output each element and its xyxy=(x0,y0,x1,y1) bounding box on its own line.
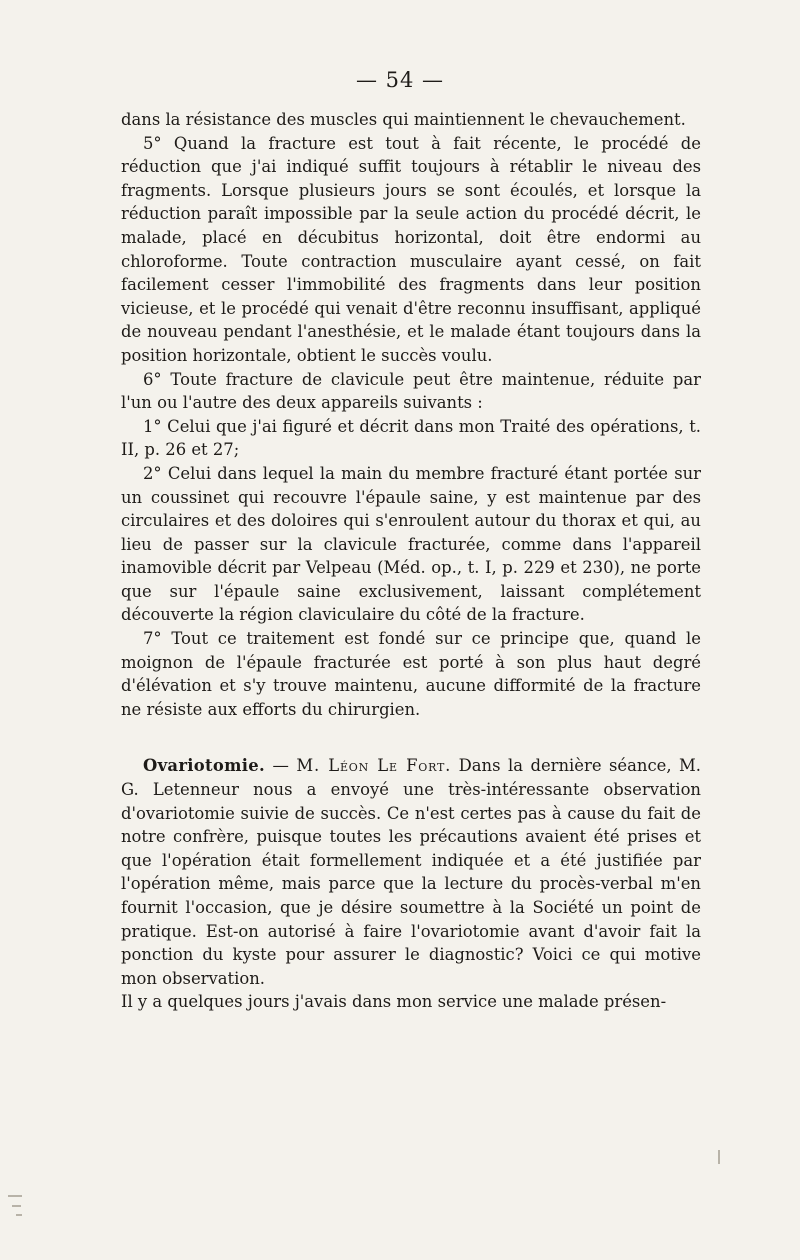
page-number: — 54 — xyxy=(355,68,445,92)
paper-speck xyxy=(16,1214,22,1216)
body-text xyxy=(121,108,701,1014)
paper-speck xyxy=(718,1150,720,1164)
ovariotomie-body: Dans la dernière séance, M. G. Letenneur nous a envoyé une très-intéressante observation d'ovariotomie suivie de succès. Ce n'est certes pas à cause du fait de notre confrère, puisque toutes les précautions avaient été prises et que l'opération était formellement indiquée et a été justifiée par l'opération même, mais parce que la lecture du procès-verbal m'en fournit l'occasion, que je désire soumettre à la Société un point de pratique. Est-on autorisé à faire l'ovariotomie avant d'avoir fait la ponction du kyste pour assurer le diagnostic? Voici ce qui motive mon observation. xyxy=(121,756,702,988)
paragraph-point-6: 6° Toute fracture de clavicule peut être maintenue, réduite par l'un ou l'autre des deux appareils suivants : xyxy=(121,369,701,413)
last-line: Il y a quelques jours j'avais dans mon service une malade présen- xyxy=(121,992,667,1012)
author-name: M. Léon Le Fort. xyxy=(296,756,452,776)
paragraph-point-5: 5° Quand la fracture est tout à fait récente, le procédé de réduction que j'ai indiqué suffit toujours à rétablir le niveau des fragments. Lorsque plusieurs jours se sont écoulés, et lorsque la réduction paraît impossible par la seule action du procédé décrit, le malade, placé en décubitus horizontal, doit être endormi au chloroforme. Toute contraction musculaire ayant cessé, on fait facilement cesser l'immobilité des fragments dans leur position vicieuse, et le procédé qui venait d'être reconnu insuffisant, appliqué de nouveau pendant l'anesthésie, et le malade étant toujours dans la position horizontale, obtient le succès voulu. xyxy=(121,133,701,365)
section-title: Ovariotomie. xyxy=(143,756,266,776)
paragraph-item-1: 1° Celui que j'ai figuré et décrit dans mon Traité des opérations, t. II, p. 26 et 27; xyxy=(121,416,701,460)
continuation-paragraph: dans la résistance des muscles qui maintiennent le chevauchement. xyxy=(121,110,686,129)
ovariotomie-paragraph xyxy=(121,754,701,990)
paragraph-point-7: 7° Tout ce traitement est fondé sur ce principe que, quand le moignon de l'épaule fracturée est porté à son plus haut degré d'élévation et s'y trouve maintenu, aucune difformité de la fracture ne résiste aux efforts du chirurgien. xyxy=(121,629,701,719)
paper-speck xyxy=(8,1195,22,1197)
title-dash: — xyxy=(265,756,297,776)
paragraph-item-2: 2° Celui dans lequel la main du membre fracturé étant portée sur un coussinet qui recouvre l'épaule saine, y est maintenue par des circulaires et des doloires qui s'enroulent autour du thorax et qui, au lieu de passer sur la clavicule fracturée, comme dans l'appareil inamovible décrit par Velpeau (Méd. op., t. I, p. 229 et 230), ne porte que sur l'épaule saine exclusivement, laissant complétement découverte la région claviculaire du côté de la fracture. xyxy=(121,463,701,625)
paper-speck xyxy=(12,1205,21,1207)
